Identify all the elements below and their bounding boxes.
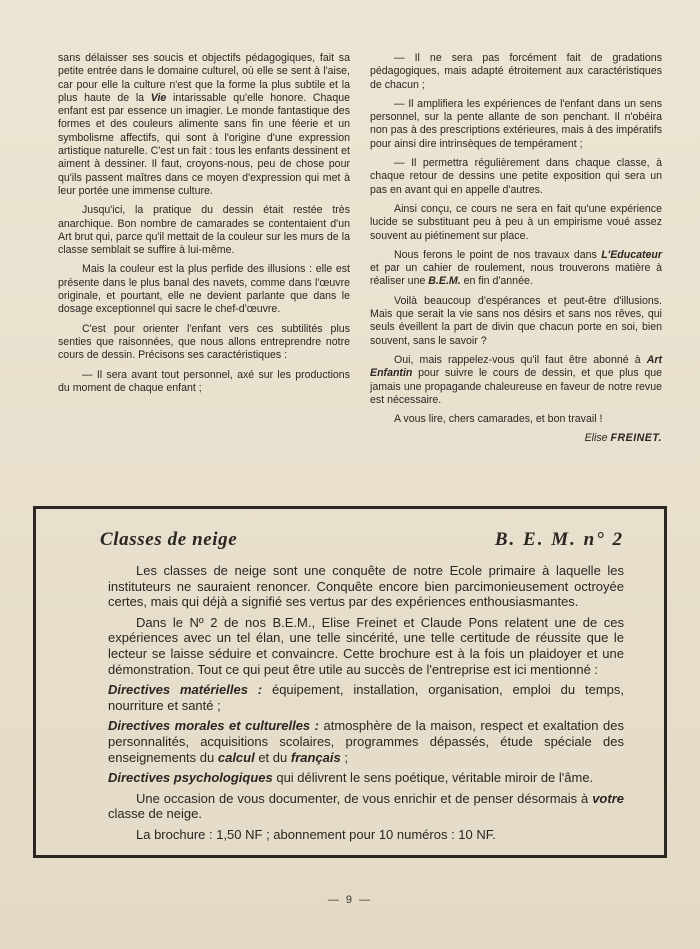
right-paragraph-1: — Il ne sera pas forcément fait de gradations pédagogiques, mais adapté étroitement aux caractéristiques de chacun ; [370,52,662,91]
right-paragraph-7: Oui, mais rappelez-vous qu'il faut être abonné à Art Enfantin pour suivre le cours de dessin, et que plus que jamais une propagande chaleureuse en faveur de notre revue est nécessaire. [370,353,662,406]
right-paragraph-2: — Il amplifiera les expériences de l'enfant dans un sens personnel, sur la pente allante de son penchant. Il n'obéira non pas à des prescriptions extérieures, mais à des impératifs pour ainsi dire intrinsèques de tempérament ; [370,97,662,150]
directive-psychologiques: Directives psychologiques qui délivrent le sens poétique, véritable miroir de l'âme. [108,770,594,786]
signature: Elise FREINET. [584,432,662,445]
announcement-box [33,506,667,858]
left-paragraph-4: C'est pour orienter l'enfant vers ces subtilités plus senties que raisonnées, que nous allons entreprendre notre cours de dessin. Précisons ses caractéristiques : [58,322,350,362]
journal-title-art-enfantin: Art Enfantin [370,353,662,380]
announcement-body [108,563,624,843]
directive-morales: Directives morales et culturelles : atmosphère de la maison, respect et exaltation des personnalités, acquisitions scolaires, programmes dépassés, étude spéciale des enseignements du calcul et du français ; [108,718,625,765]
journal-title-educateur: L'Educateur [601,248,662,261]
right-paragraph-3: — Il permettra régulièrement dans chaque classe, à chaque retour de dessins une petite exposition qui sera un pas en avant qui en appelle d'autres. [370,157,662,196]
right-paragraph-4: Ainsi conçu, ce cours ne sera en fait qu'une expérience lucide se substituant peu à peu à un empirisme voué assez souvent au piétinement sur place. [370,202,662,242]
right-paragraph-6: Voilà beaucoup d'espérances et peut-être d'illusions. Mais que serait la vie sans nos désirs et sans nos rêves, qui seuls éveillent la part de divin que chacun porte en soi, bien souvent, sans le savoir ? [370,294,662,347]
left-column [58,52,350,401]
announcement-paragraph-1: Les classes de neige sont une conquête de notre Ecole primaire à laquelle les instituteurs ne sauraient renoncer. Conquête encore bien parcimonieusement octroyée certes, mais qui déjà a signifié ses vertus par des expériences enthousiasmantes. [108,563,624,610]
left-paragraph-2: Jusqu'ici, la pratique du dessin était restée très anarchique. Bon nombre de camarades se contentaient d'un Art brut qui, parce qu'il mettait de la couleur sur les murs de la classe semblait se suffire à lui-même. [58,204,350,257]
announcement-issue: B. E. M. n° 2 [494,529,624,550]
announcement-header [100,529,624,551]
right-paragraph-5: Nous ferons le point de nos travaux dans L'Educateur et par un cahier de roulement, nous trouverons matière à réaliser une B.E.M. en fin d'année. [370,248,662,288]
right-column [370,52,662,446]
announcement-paragraph-2: Dans le Nº 2 de nos B.E.M., Elise Freinet et Claude Pons relatent une de ces expériences avec un tel élan, une telle sincérité, une telle certitude de réussite que le lecteur se laisse séduire et convaincre. Cette brochure est à la fois un plaidoyer et une démonstration. Tout ce qui peut être utile au succès de l'entreprise est ici mentionné : [108,614,624,677]
announcement-paragraph-3: Une occasion de vous documenter, de vous enrichir et de penser désormais à votre classe de neige. [108,790,624,822]
left-paragraph-3: Mais la couleur est la plus perfide des illusions : elle est présente dans le plus banal des navets, comme dans l'œuvre originale, et pourtant, elle ne devient parlante que dans le dosage exceptionnel qui sacre le chef-d'œuvre. [58,263,350,316]
emphasis-vie: Vie [150,91,167,104]
right-paragraph-8: A vous lire, chers camarades, et bon travail ! [394,413,603,426]
page-number: — 9 — [327,894,373,906]
directive-materielles: Directives matérielles : équipement, installation, organisation, emploi du temps, nourriture et santé ; [108,682,624,713]
bem-emphasis: B.E.M. [428,275,461,288]
left-paragraph-5: — Il sera avant tout personnel, axé sur les productions du moment de chaque enfant ; [58,368,350,394]
left-paragraph-1: sans délaisser ses soucis et objectifs pédagogiques, fait sa petite entrée dans le domaine culturel, où elle se sent à l'aise, car pour elle la culture n'est que la forme la plus subtile et la plus haute de la Vie intarissable qu'elle honore. Chaque enfant est par essence un imagier. Le monde fantastique des formes et des couleurs alimente sans fin une féerie et un symbolisme affectifs, qui sont à l'origine d'une expression artistique naturelle. C'est un fait : tous les enfants dessinent et aiment à dessiner. Il faut, croyons-nous, peu de chose pour qu'ils passent maîtres dans ce moyen d'expression qui met à leur portée une immense culture. [58,52,350,197]
price-line: La brochure : 1,50 NF ; abonnement pour 10 numéros : 10 NF. [136,826,496,842]
announcement-title: Classes de neige [100,529,238,550]
